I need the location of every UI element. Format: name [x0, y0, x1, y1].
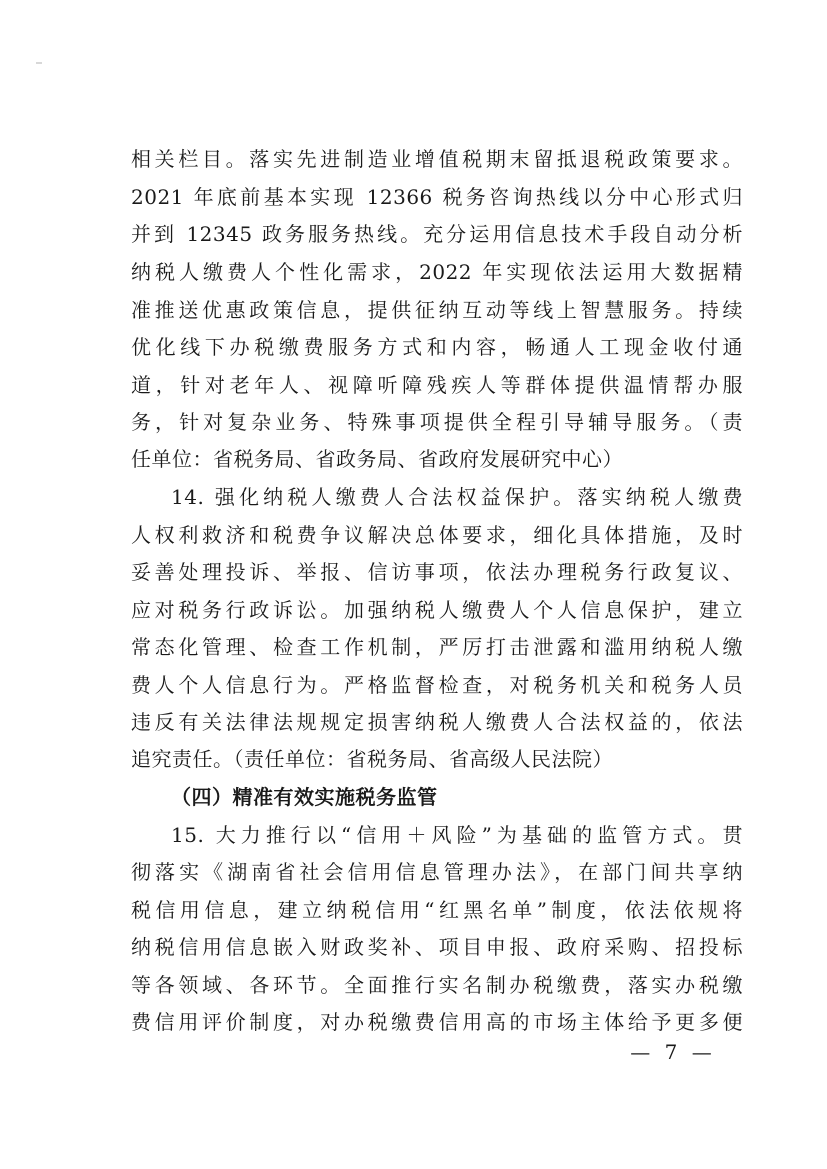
paragraph-line: 费信用评价制度，对办税缴费信用高的市场主体给予更多便 — [131, 1010, 743, 1034]
paragraph-line: 纳税人缴费人个性化需求，2022 年实现依法运用大数据精 — [131, 260, 743, 284]
paragraph-line: 纳税信用信息嵌入财政奖补、项目申报、政府采购、招投标 — [131, 935, 743, 959]
page-number: — 7 — — [630, 1040, 716, 1064]
paragraph-line: 人权利救济和税费争议解决总体要求，细化具体措施，及时 — [131, 523, 743, 547]
paragraph-line: 相关栏目。落实先进制造业增值税期末留抵退税政策要求。 — [131, 147, 743, 171]
paragraph-line: 2021 年底前基本实现 12366 税务咨询热线以分中心形式归 — [131, 185, 743, 209]
paragraph-line: 准推送优惠政策信息，提供征纳互动等线上智慧服务。持续 — [131, 298, 743, 322]
section-heading: （四）精准有效实施税务监管 — [171, 785, 438, 809]
paragraph-line: 任单位：省税务局、省政务局、省政府发展研究中心） — [131, 447, 623, 471]
paragraph-line: 15. 大力推行以“信用＋风险”为基础的监管方式。贯 — [171, 823, 743, 847]
paragraph-line: 妥善处理投诉、举报、信访事项，依法办理税务行政复议、 — [131, 560, 743, 584]
paragraph-line: 并到 12345 政务服务热线。充分运用信息技术手段自动分析 — [131, 222, 743, 246]
paragraph-line: 违反有关法律法规规定损害纳税人缴费人合法权益的，依法 — [131, 710, 743, 734]
paragraph-line: 道，针对老年人、视障听障残疾人等群体提供温情帮办服 — [131, 373, 743, 397]
paragraph-line: 务，针对复杂业务、特殊事项提供全程引导辅导服务。（责 — [131, 410, 743, 434]
paragraph-line: 彻落实《湖南省社会信用信息管理办法》，在部门间共享纳 — [131, 860, 743, 884]
paragraph-line: 14. 强化纳税人缴费人合法权益保护。落实纳税人缴费 — [171, 485, 743, 509]
scan-artifact — [36, 62, 42, 64]
paragraph-line: 应对税务行政诉讼。加强纳税人缴费人个人信息保护，建立 — [131, 598, 743, 622]
paragraph-line: 追究责任。（责任单位：省税务局、省高级人民法院） — [131, 747, 613, 771]
paragraph-line: 费人个人信息行为。严格监督检查，对税务机关和税务人员 — [131, 673, 743, 697]
paragraph-line: 税信用信息，建立纳税信用“红黑名单”制度，依法依规将 — [131, 898, 743, 922]
paragraph-line: 常态化管理、检查工作机制，严厉打击泄露和滥用纳税人缴 — [131, 635, 743, 659]
paragraph-line: 优化线下办税缴费服务方式和内容，畅通人工现金收付通 — [131, 335, 743, 359]
paragraph-line: 等各领域、各环节。全面推行实名制办税缴费，落实办税缴 — [131, 973, 743, 997]
